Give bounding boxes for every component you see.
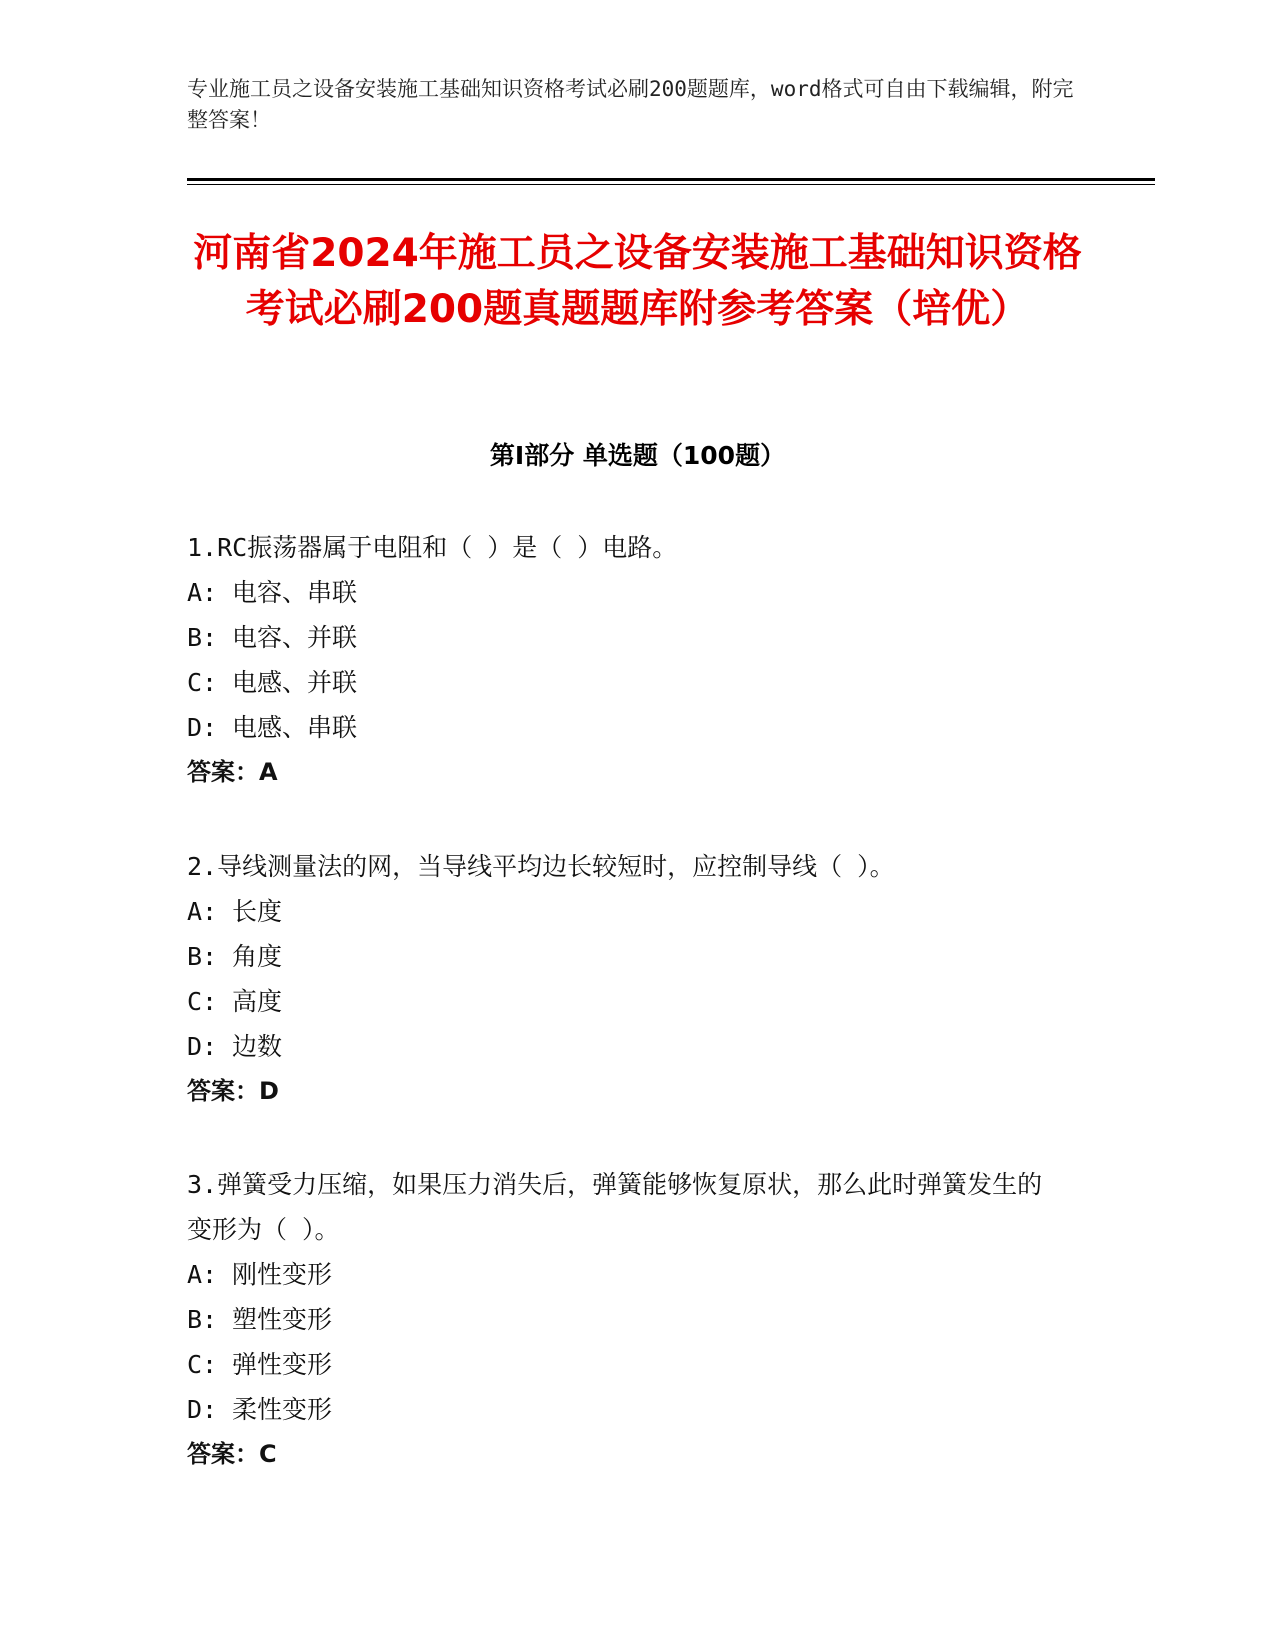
- option-text: 电容、串联: [232, 578, 358, 607]
- option-b: [187, 934, 1067, 979]
- header-rule-thick: [187, 178, 1155, 181]
- option-d: [187, 1387, 1067, 1432]
- section-heading: 第I部分 单选题（100题）: [489, 441, 786, 470]
- option-letter: A:: [187, 578, 218, 607]
- option-d: [187, 705, 1067, 750]
- option-text: 塑性变形: [232, 1305, 333, 1334]
- option-b: [187, 1297, 1067, 1342]
- document-title: 河南省2024年施工员之设备安装施工基础知识资格考试必刷200题真题题库附参考答案（培优）: [193, 231, 1082, 332]
- option-text: 刚性变形: [232, 1260, 333, 1289]
- answer-line: 答案：A: [187, 758, 278, 786]
- question-block: [187, 525, 1067, 795]
- option-text: 边数: [232, 1032, 283, 1061]
- question-block: [187, 1162, 1067, 1477]
- option-letter: A:: [187, 897, 218, 926]
- option-c: [187, 979, 1067, 1024]
- header-note: 专业施工员之设备安装施工基础知识资格考试必刷200题题库，word格式可自由下载编辑，附完整答案！: [187, 77, 1074, 132]
- option-b: [187, 615, 1067, 660]
- question-stem: 1.RC振荡器属于电阻和（ ）是（ ）电路。: [187, 533, 678, 562]
- option-a: [187, 1252, 1067, 1297]
- option-text: 电容、并联: [232, 623, 358, 652]
- option-text: 弹性变形: [232, 1350, 333, 1379]
- option-text: 电感、串联: [232, 713, 358, 742]
- header-rule-thin: [187, 184, 1155, 185]
- question-stem: 2.导线测量法的网，当导线平均边长较短时，应控制导线（ ）。: [187, 852, 895, 881]
- option-letter: B:: [187, 942, 218, 971]
- option-letter: C:: [187, 987, 218, 1016]
- option-c: [187, 660, 1067, 705]
- option-text: 长度: [232, 897, 283, 926]
- option-text: 柔性变形: [232, 1395, 333, 1424]
- option-d: [187, 1024, 1067, 1069]
- option-text: 电感、并联: [232, 668, 358, 697]
- option-letter: C:: [187, 668, 218, 697]
- option-letter: D:: [187, 713, 218, 742]
- option-text: 角度: [232, 942, 283, 971]
- answer-line: 答案：D: [187, 1077, 279, 1105]
- option-c: [187, 1342, 1067, 1387]
- question-stem: 3.弹簧受力压缩，如果压力消失后，弹簧能够恢复原状，那么此时弹簧发生的变形为（ ）。: [187, 1170, 1043, 1244]
- option-text: 高度: [232, 987, 283, 1016]
- option-letter: B:: [187, 623, 218, 652]
- option-a: [187, 570, 1067, 615]
- option-letter: D:: [187, 1395, 218, 1424]
- option-letter: D:: [187, 1032, 218, 1061]
- question-block: [187, 844, 1067, 1114]
- option-a: [187, 889, 1067, 934]
- option-letter: A:: [187, 1260, 218, 1289]
- answer-line: 答案：C: [187, 1440, 277, 1468]
- option-letter: C:: [187, 1350, 218, 1379]
- option-letter: B:: [187, 1305, 218, 1334]
